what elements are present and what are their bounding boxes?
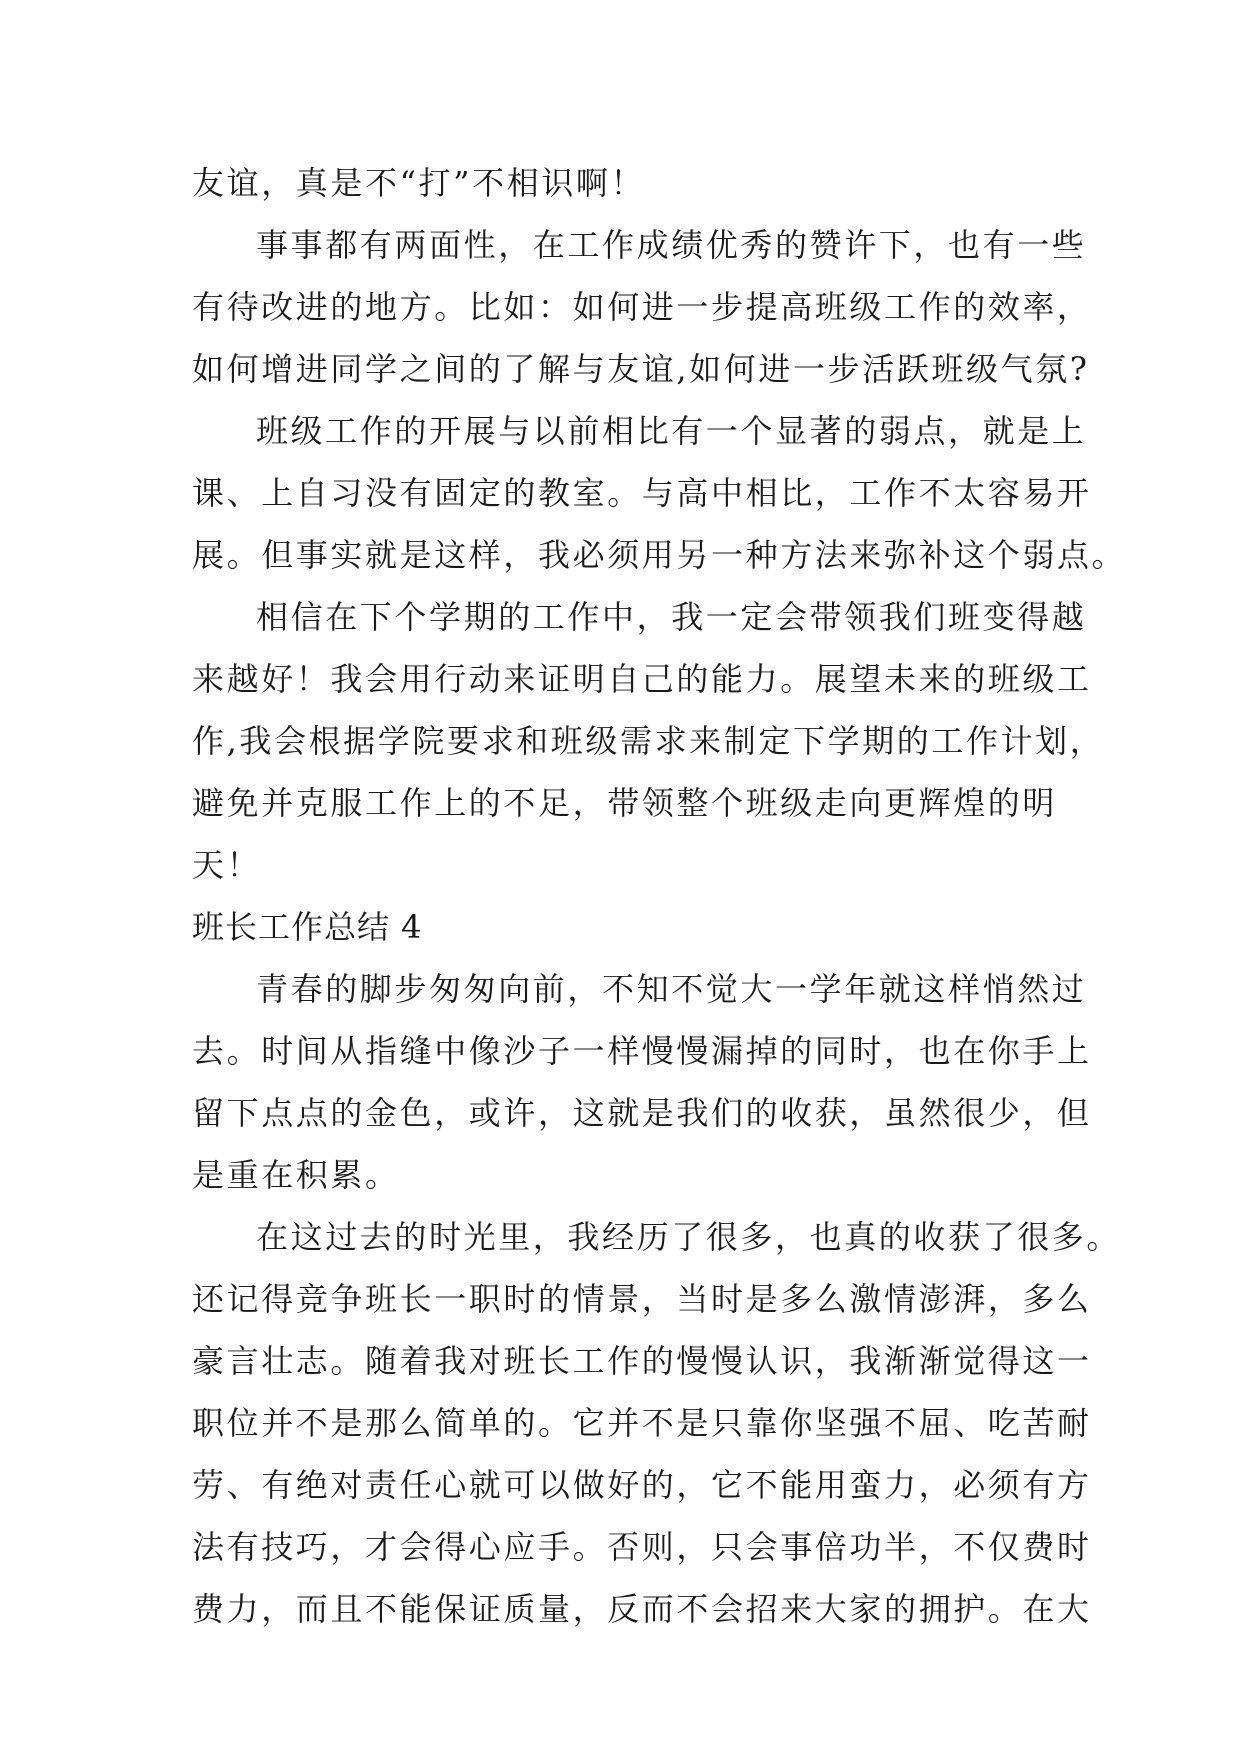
text-line: 留下点点的金色，或许，这就是我们的收获，虽然很少，但 [192,1094,1092,1132]
text-line: 友谊，真是不“打”不相识啊！ [192,164,646,202]
text-line: 职位并不是那么简单的。它并不是只靠你坚强不屈、吃苦耐 [192,1404,1092,1442]
text-line: 去。时间从指缝中像沙子一样慢慢漏掉的同时，也在你手上 [192,1032,1092,1070]
text-line: 劳、有绝对责任心就可以做好的，它不能用蛮力，必须有方 [192,1466,1092,1504]
text-line: 来越好！我会用行动来证明自己的能力。展望未来的班级工 [192,660,1092,698]
section-heading: 班长工作总结 4 [192,908,423,946]
text-line: 费力，而且不能保证质量，反而不会招来大家的拥护。在大 [192,1590,1092,1628]
text-line: 豪言壮志。随着我对班长工作的慢慢认识，我渐渐觉得这一 [192,1342,1092,1380]
text-line: 法有技巧，才会得心应手。否则，只会事倍功半，不仅费时 [192,1528,1092,1566]
text-line: 如何增进同学之间的了解与友谊,如何进一步活跃班级气氛? [192,350,1090,388]
paragraph-first-line: 在这过去的时光里，我经历了很多，也真的收获了很多。 [256,1218,1122,1256]
text-line: 课、上自习没有固定的教室。与高中相比，工作不太容易开 [192,474,1092,512]
text-line: 作,我会根据学院要求和班级需求来制定下学期的工作计划， [192,722,1105,760]
paragraph-first-line: 班级工作的开展与以前相比有一个显著的弱点，就是上 [256,412,1087,450]
text-line: 天！ [192,846,262,884]
paragraph-first-line: 青春的脚步匆匆向前，不知不觉大一学年就这样悄然过 [256,970,1087,1008]
text-line: 避免并克服工作上的不足，带领整个班级走向更辉煌的明 [192,784,1058,822]
paragraph-first-line: 事事都有两面性，在工作成绩优秀的赞许下，也有一些 [256,226,1087,264]
text-line: 还记得竞争班长一职时的情景，当时是多么激情澎湃，多么 [192,1280,1092,1318]
paragraph-first-line: 相信在下个学期的工作中，我一定会带领我们班变得越 [256,598,1087,636]
text-line: 展。但事实就是这样，我必须用另一种方法来弥补这个弱点。 [192,536,1127,574]
text-line: 有待改进的地方。比如：如何进一步提高班级工作的效率， [192,288,1092,326]
text-line: 是重在积累。 [192,1156,400,1194]
